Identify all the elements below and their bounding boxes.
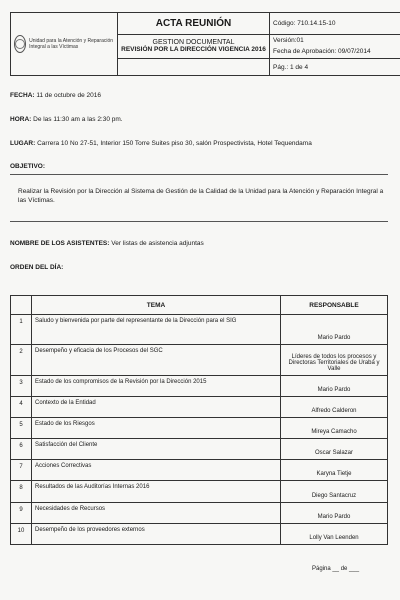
fecha-label: FECHA: [10, 92, 35, 99]
agenda-row [11, 439, 388, 460]
agenda-num: 10 [11, 523, 32, 544]
agenda-responsable: Mario Pardo [281, 315, 388, 345]
agenda-tema: Desempeño y eficacia de los Procesos del SGC [32, 345, 281, 375]
area-cell [118, 34, 270, 58]
agenda-responsable: Mireya Camacho [281, 417, 388, 438]
approval-text: Fecha de Aprobación: 09/07/2014 [273, 48, 371, 56]
objetivo-label: OBJETIVO: [10, 163, 46, 170]
agenda-tema: Saludo y bienvenida por parte del representante de la Dirección para el SIG [32, 315, 281, 345]
page-cell: Pág.: 1 de 4 [270, 59, 400, 76]
logo-cell [11, 13, 118, 76]
agenda-num: 3 [11, 375, 32, 396]
seal-icon [14, 35, 26, 53]
lugar-line [10, 140, 312, 147]
objetivo-text: Realizar la Revisión por la Dirección al Sistema de Gestión de la Calidad de la Unidad para la Atención y Reparación Integral a las Víctimas. [18, 188, 384, 204]
agenda-tema: Estado de los compromisos de la Revisión por la Dirección 2015 [32, 375, 281, 396]
doc-area: GESTION DOCUMENTAL [152, 38, 235, 46]
logo-text: Unidad para la Atención y Reparación Integral a las Víctimas [29, 38, 114, 50]
agenda-tema: Necesidades de Recursos [32, 502, 281, 523]
doc-subtitle: REVISIÓN POR LA DIRECCIÓN VIGENCIA 2016 [121, 45, 266, 53]
agenda-tema: Satisfacción del Cliente [32, 439, 281, 460]
agenda-row [11, 502, 388, 523]
lugar-value: Carrera 10 No 27-51, Interior 150 Torre Suites piso 30, salón Prospectivista, Hotel Tequendama [37, 140, 312, 147]
agenda-responsable: Alfredo Calderon [281, 396, 388, 417]
hora-value: De las 11:30 am a las 2:30 pm. [33, 116, 123, 123]
unidad-logo [14, 35, 114, 53]
fecha-line [10, 92, 101, 99]
agenda-responsable: Karyna Tietje [281, 460, 388, 481]
agenda-num: 2 [11, 345, 32, 375]
agenda-responsable: Oscar Salazar [281, 439, 388, 460]
agenda-row [11, 315, 388, 345]
agenda-num: 5 [11, 417, 32, 438]
agenda-row [11, 460, 388, 481]
num-header [11, 296, 32, 315]
agenda-responsable: Líderes de todos los procesos y Directoras Territoriales de Urabá y Valle [281, 345, 388, 375]
agenda-num: 9 [11, 502, 32, 523]
agenda-responsable: Lolly Van Leenden [281, 523, 388, 544]
doc-title: ACTA REUNIÓN [155, 17, 232, 29]
agenda-num: 8 [11, 481, 32, 502]
asistentes-label: NOMBRE DE LOS ASISTENTES: [10, 240, 110, 247]
agenda-responsable: Mario Pardo [281, 375, 388, 396]
agenda-tema: Contexto de la Entidad [32, 396, 281, 417]
fecha-value: 11 de octubre de 2016 [36, 92, 101, 99]
lugar-label: LUGAR: [10, 140, 36, 147]
agenda-row [11, 375, 388, 396]
tema-header: TEMA [32, 296, 281, 315]
hora-label: HORA: [10, 116, 32, 123]
asistentes-line [10, 240, 204, 247]
agenda-tema: Resultados de las Auditorías Internas 2016 [32, 481, 281, 502]
agenda-responsable: Diego Santacruz [281, 481, 388, 502]
asistentes-value: Ver listas de asistencia adjuntas [111, 240, 204, 247]
hora-line [10, 116, 123, 123]
agenda-tema: Acciones Correctivas [32, 460, 281, 481]
agenda-num: 7 [11, 460, 32, 481]
agenda-table [10, 295, 388, 545]
agenda-num: 6 [11, 439, 32, 460]
version-text: Versión:01 [273, 37, 304, 45]
code-cell: Código: 710.14.15-10 [270, 13, 400, 35]
agenda-row [11, 481, 388, 502]
document-header [10, 12, 400, 76]
orden-label: ORDEN DEL DÍA: [10, 264, 64, 271]
agenda-row [11, 523, 388, 544]
agenda-row [11, 345, 388, 375]
version-cell [270, 34, 400, 58]
orden-line [10, 264, 63, 271]
agenda-row [11, 396, 388, 417]
agenda-row [11, 417, 388, 438]
agenda-header-row [11, 296, 388, 315]
agenda-num: 1 [11, 315, 32, 345]
agenda-num: 4 [11, 396, 32, 417]
agenda-responsable: Mario Pardo [281, 502, 388, 523]
agenda-tema: Estado de los Riesgos [32, 417, 281, 438]
responsable-header: RESPONSABLE [281, 296, 388, 315]
doc-title-cell [118, 13, 270, 35]
agenda-tema: Desempeño de los proveedores externos [32, 523, 281, 544]
page-footer: Página __ de ___ [312, 566, 360, 572]
spacer-cell [118, 59, 270, 76]
